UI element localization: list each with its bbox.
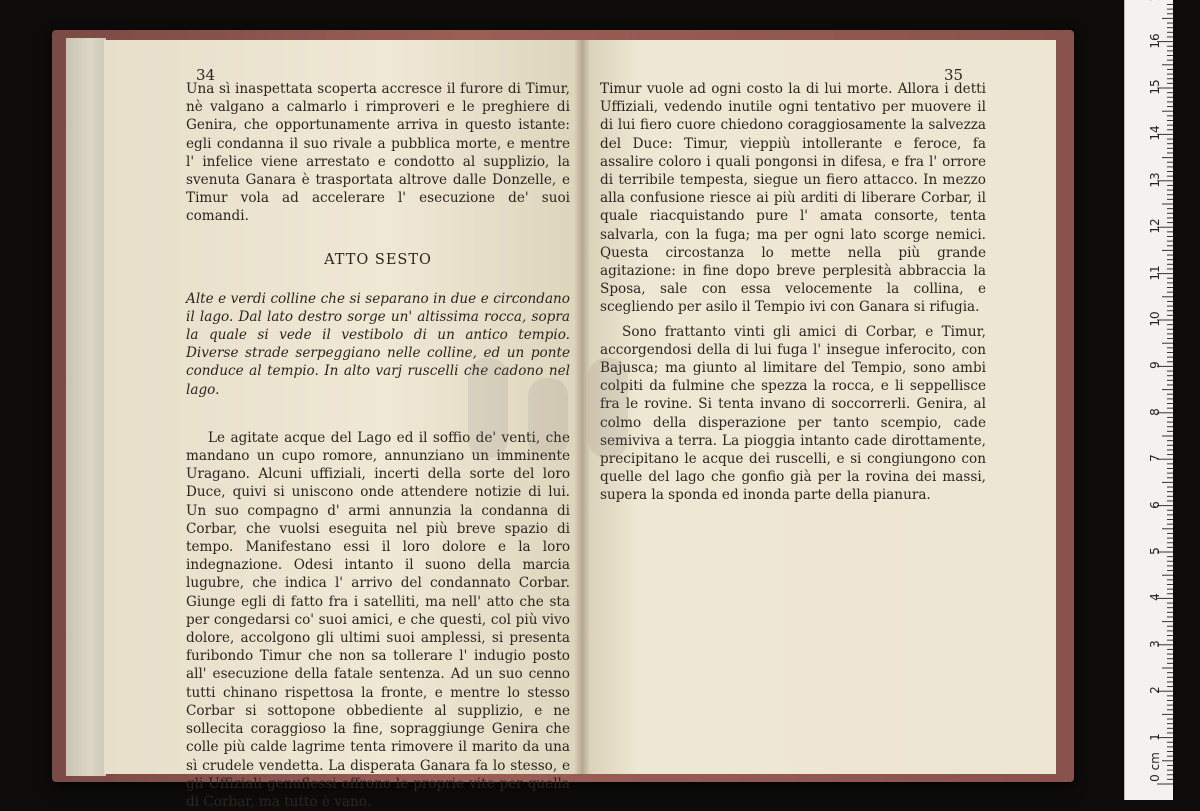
ruler-mark-label: 7 [1148,454,1162,463]
ruler-unit-label: 0 cm [1148,752,1162,782]
act-heading: ATTO SESTO [324,251,432,268]
right-page [582,40,1056,774]
ruler-mark-label: 14 [1148,125,1162,142]
left-page [104,40,582,810]
measurement-ruler [1124,0,1173,800]
book-gutter [574,40,590,774]
left-paragraph-2: Le agitate acque del Lago ed il soffio de' venti, che mandano un cupo romore, annunziano un imminente Uragano. Alcuni uffiziali, incerti della sorte del loro Duce, quivi si uniscono onde attendere notizie di lui. Un suo compagno d' armi annunzia la condanna di Corbar, che vuolsi eseguita nel più breve spazio di tempo. Manifestano essi il loro dolore e la loro indegnazione. Odesi intanto il suono della marcia lugubre, che indica l' arrivo del condannato Corbar. Giunge egli di fatto fra i satelliti, ma nell' atto che sta per congedarsi co' suoi amici, e che questi, col più vivo dolore, accolgono gli ultimi suoi amplessi, si presenta furibondo Timur che non sa tollerare l' indugio posto all' esecuzione della fatale sentenza. Ad un suo cenno tutti chinano rispettosa la fronte, e mentre lo stesso Corbar si sottopone obbediente al supplizio, e ne sollecita coraggioso la fine, sopraggiunge Genira che colle più calde lagrime tenta rimovere il marito da una sì crudele vendetta. La disperata Ganara fa lo stesso, e gli Uffiziali genuflessi offrono le proprie vite per quella di Corbar, ma tutto è vano. [186,429,570,810]
ruler-mark-label: 1 [1148,732,1162,741]
left-page-number: 34 [196,66,216,84]
ruler-mark-label: 9 [1148,361,1162,370]
ruler-mark-label: 6 [1148,500,1162,509]
ruler-mark-label: 11 [1148,264,1162,281]
ruler-mark-label: 12 [1148,218,1162,234]
ruler-mark-label: 16 [1148,32,1162,49]
right-page-number: 35 [944,66,964,84]
ruler-mark-label: 8 [1148,407,1162,416]
ruler-mark-label: 3 [1148,639,1162,648]
ruler-mark-label: 13 [1148,172,1162,188]
ruler-mark-label: 4 [1148,593,1162,602]
ruler-mark-label: 15 [1148,79,1162,95]
ruler-mark-label: 10 [1148,311,1162,327]
left-paragraph-1: Una sì inaspettata scoperta accresce il furore di Timur, nè valgano a calmarlo i rimproveri e le preghiere di Genira, che opportunamente arriva in questo istante: egli condanna il suo rivale a pubblica morte, e mentre l' infelice viene arrestato e condotto al supplizio, la svenuta Ganara è trasportata altrove dalle Donzelle, e Timur vola ad accelerare l' esecuzione de' suoi comandi. [186,81,570,225]
ruler-mark-label [1148,0,1162,6]
right-paragraph-2: Sono frattanto vinti gli amici di Corbar, e Timur, accorgendosi della di lui fuga l' insegue inferocito, con Bajusca; ma giunto al limitare del Tempio, sono ambi colpiti da fulmine che spezza la rocca, e li seppellisce fra le rovine. Si tenta invano di soccorrerli. Genira, al colmo della disperazione per tanto scempio, cade semiviva a terra. La pioggia intanto cade dirottamente, precipitano le acque dei ruscelli, e si congiungono con quelle del lago che gonfio già per la rovina dei massi, supera la sponda ed inonda parte della pianura. [600,323,986,504]
stage-direction: Alte e verdi colline che si separano in due e circondano il lago. Dal lato destro sorge un' altissima rocca, sopra la quale si vede il vestibolo di un antico tempio. Diverse strade serpeggiano nelle colline, ed un ponte conduce al tempio. In alto varj ruscelli che cadono nel lago. [186,290,570,398]
endpaper [66,38,106,776]
ruler-mark-label: 5 [1148,547,1162,555]
ruler-mark-label: 2 [1148,686,1162,695]
right-paragraph-1: Timur vuole ad ogni costo la di lui morte. Allora i detti Uffiziali, vedendo inutile ogni tentativo per muovere il di lui fiero cuore chiedono coraggiosamente la salvezza del Duce: Timur, vieppiù intollerante e feroce, fa assalire coloro i quali pongonsi in difesa, e fra l' orrore di terribile tempesta, siegue un fiero attacco. In mezzo alla confusione riesce ai più arditi di liberare Corbar, il quale riacquistando pure l' amata consorte, tenta salvarla, con la fuga; ma per ogni lato scorge nemici. Questa circostanza lo mette nella più grande agitazione: in fine dopo breve perplesità abbraccia la Sposa, sale con essa velocemente la collina, e scegliendo per asilo il Tempio ivi con Ganara si rifugia. [600,81,986,316]
